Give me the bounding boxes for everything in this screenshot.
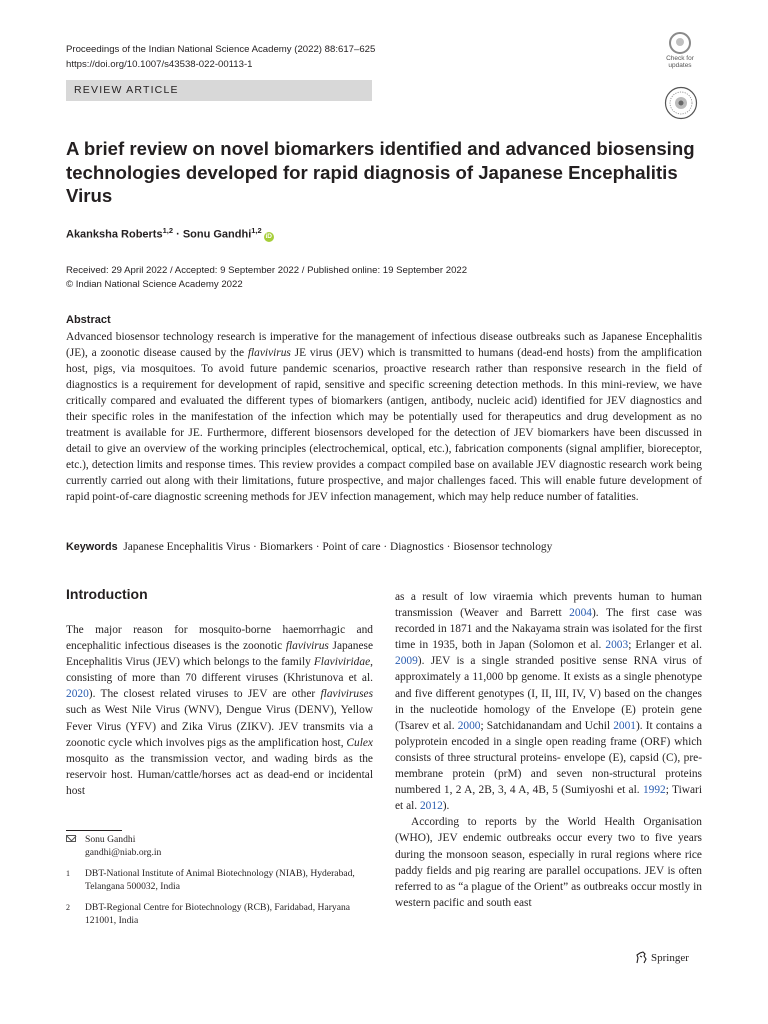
author-name[interactable]: Sonu Gandhi: [182, 228, 252, 241]
affiliation-text: DBT-National Institute of Animal Biotechnology (NIAB), Hyderabad, Telangana 500032, India: [85, 868, 355, 892]
citation-link[interactable]: 1992: [642, 784, 666, 797]
author-affiliation: 1,2: [162, 226, 174, 235]
citation-link[interactable]: 2000: [457, 719, 481, 732]
copyright-line: © Indian National Science Academy 2022: [66, 279, 243, 290]
abstract-text: [66, 329, 702, 505]
check-updates-line1: Check for: [666, 55, 694, 62]
paragraph: The major reason for mosquito-borne haemorrhagic and encephalitic infectious diseases is the zoonotic flavivirus Japanese Encephalitis Virus (JEV) which belongs to the family Flaviviridae, consisting of more than 70 different viruses (Khristunova et al. 2020). The closest related viruses to JEV are other flaviviruses such as West Nile Virus (WNV), Dengue Virus (DENV), Yellow Fever Virus (YFV) and Zika Virus (ZIKV). JEV transmits via a zoonotic cycle which involves pigs as the amplification host, Culex mosquito as the transmission vector, and wading birds as the reservoir host. Human/cattle/horses act as dead-end or incidental host: [66, 624, 373, 797]
abstract-heading: Abstract: [66, 314, 111, 326]
corresponding-author: [66, 833, 373, 859]
affiliation-number: 2: [66, 903, 70, 912]
check-for-updates-icon[interactable]: [661, 32, 699, 72]
publisher-name: Springer: [651, 951, 689, 964]
publisher-logo: [635, 951, 689, 964]
citation-link[interactable]: 2009: [395, 655, 418, 668]
affiliation-text: DBT-Regional Centre for Biotechnology (RCB), Faridabad, Haryana 121001, India: [85, 902, 351, 926]
springer-horse-icon: [635, 951, 648, 964]
right-column: [395, 589, 702, 911]
paragraph: According to reports by the World Health Organisation (WHO), JEV endemic outbreaks occur every two to five years during the monsoon season, especially in rural regions where rice paddy fields and pig rearing are parallel occupations. JEV is often referred to as “a plague of the Orient” as outbreaks occur mostly in western pacific and south east: [395, 816, 702, 909]
footnote-divider: [66, 830, 122, 831]
keywords-text: Japanese Encephalitis Virus · Biomarkers · Point of care · Diagnostics · Biosensor technology: [123, 541, 553, 553]
contact-email[interactable]: gandhi@niab.org.in: [85, 847, 162, 858]
citation-link[interactable]: 2001: [613, 719, 636, 732]
academy-seal-icon: [664, 86, 698, 120]
journal-header: [66, 42, 375, 72]
mail-icon: [66, 835, 76, 842]
citation-link[interactable]: 2003: [605, 639, 629, 652]
affiliation-1: [66, 867, 373, 893]
author-list: [66, 226, 274, 242]
section-heading-introduction: Introduction: [66, 586, 148, 602]
check-updates-line2: updates: [668, 62, 692, 69]
keywords-line: [66, 541, 552, 553]
abstract-italic: flavivirus: [247, 347, 291, 359]
keywords-label: Keywords: [66, 541, 118, 553]
doi-link[interactable]: https://doi.org/10.1007/s43538-022-00113-1: [66, 59, 253, 70]
dates-line: Received: 29 April 2022 / Accepted: 9 September 2022 / Published online: 19 September 2022: [66, 265, 468, 276]
affiliation-number: 1: [66, 869, 70, 878]
journal-citation: Proceedings of the Indian National Science Academy (2022) 88:617–625: [66, 44, 376, 55]
citation-link[interactable]: 2020: [66, 688, 89, 701]
paragraph: as a result of low viraemia which prevents human to human transmission (Weaver and Barrett 2004). The first case was recorded in 1871 and the Nakayama strain was isolated for the first time in 1935, both in Japan (Solomon et al. 2003; Erlanger et al. 2009). JEV is a single stranded positive sense RNA virus of approximately a 11,000 bp genome. It exists as a single phenotype and five different genotypes (I, II, III, IV, V) based on the changes in the nucleotide homology of the Envelope (E) protein gene (Tsarev et al. 2000; Satchidanandam and Uchil 2001). It contains a polyprotein encoded in a single open reading frame (ORF) which consists of three structural proteins- envelope (E), capsid (C), pre-membrane protein (prM) and seven non-structural proteins numbered 1, 2 A, 2B, 3, 4 A, 4B, 5 (Sumiyoshi et al. 1992; Tiwari et al. 2012).: [395, 591, 702, 813]
paper-title: A brief review on novel biomarkers identified and advanced biosensing technologies developed for rapid diagnosis of Japanese Encephalitis Virus: [66, 138, 695, 206]
citation-link[interactable]: 2012: [419, 800, 443, 813]
abstract-segment: Advanced biosensor technology research is imperative for the management of infectious disease outbreaks such as Japanese Encephalitis (JE), a zoonotic disease caused by the: [66, 331, 702, 359]
author-name[interactable]: Akanksha Roberts: [66, 228, 163, 241]
orcid-icon[interactable]: iD: [265, 232, 272, 240]
abstract-segment: JE virus (JEV) which is transmitted to humans (dead-end hosts) from the amplification host, pigs, via mosquitoes. To avoid future pandemic scenarios, proactive research rather than responsive research in the field of diagnostics is a requirement for development of rapid, sensitive and specific screening detection methods. In this mini-review, we have critically compared and evaluated the different types of biomarkers (antigen, antibody, nucleic acid) identified for JEV diagnostics and their specific roles in the manifestation of the infection which may be potentially used for therapeutics and drug development as no treatment is available for JE. Furthermore, different biosensors developed for the detection of JEV biomarkers have been discussed in detail to give an overview of the working principles (electrochemical, optical, etc.), fabrication components (signal amplifier, bioreceptor, etc.), detection limits and response times. This review provides a compact compiled base on available JEV diagnostic research work being currently carried out along with their limitations, future prospective, and major challenges faced. This will enable future development of rapid point-of-care diagnostic screening methods for JEV infection management, which may help reduce number of fatalities.: [66, 347, 703, 503]
author-separator: ·: [173, 228, 183, 241]
article-type-banner: REVIEW ARTICLE: [66, 80, 372, 101]
footnotes: [66, 833, 373, 935]
publication-dates: [66, 264, 467, 292]
citation-link[interactable]: 2004: [569, 607, 592, 620]
affiliation-2: [66, 901, 373, 927]
left-column: [66, 622, 373, 799]
contact-name: Sonu Gandhi: [85, 834, 136, 845]
author-affiliation: 1,2: [251, 226, 262, 235]
